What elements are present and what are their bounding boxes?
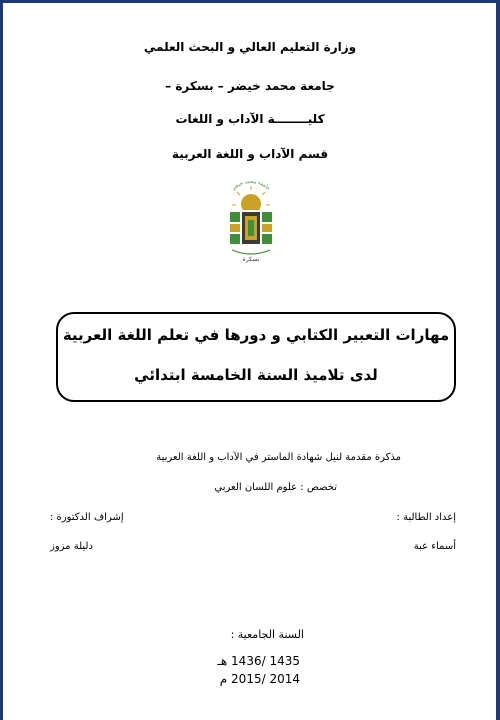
logo-pattern	[230, 212, 272, 244]
supervisor-name: دليلة مزوز	[50, 541, 93, 552]
thesis-title-line2: لدى تلاميذ السنة الخامسة ابتدائي	[134, 366, 378, 384]
department-heading: قسم الآداب و اللغة العربية	[171, 147, 329, 161]
student-label: إعداد الطالبة :	[396, 512, 456, 523]
academic-year-hijri: 1435 /1436 هـ	[217, 654, 300, 668]
logo-bottom-text: بسكرة	[242, 256, 260, 263]
faculty-heading: كليــــــــة الآداب و اللغات	[175, 112, 325, 126]
logo-bottom-arc	[232, 250, 270, 254]
academic-year-label: السنة الجامعية :	[230, 628, 304, 641]
academic-year-gregorian: 2014 /2015 م	[219, 672, 300, 686]
thesis-title-box	[56, 312, 456, 402]
student-name: أسماء عبة	[413, 541, 456, 552]
university-seal-icon	[218, 178, 284, 264]
specialization: تخصص : علوم اللسان العربي	[214, 482, 337, 493]
supervisor-label: إشراف الدكتورة :	[50, 512, 124, 523]
ministry-heading: وزارة التعليم العالي و البحث العلمي	[143, 40, 357, 54]
university-heading: جامعة محمد خيضر – بسكرة –	[165, 79, 335, 93]
memo-description: مذكرة مقدمة لنيل شهادة الماستر في الآداب و اللغة العربية	[156, 452, 401, 463]
thesis-title-line1: مهارات التعبير الكتابي و دورها في تعلم اللغة العربية	[62, 326, 450, 344]
svg-text:جامعة محمد خيضر	[230, 179, 271, 192]
logo-top-text: جامعة محمد خيضر	[230, 178, 272, 192]
